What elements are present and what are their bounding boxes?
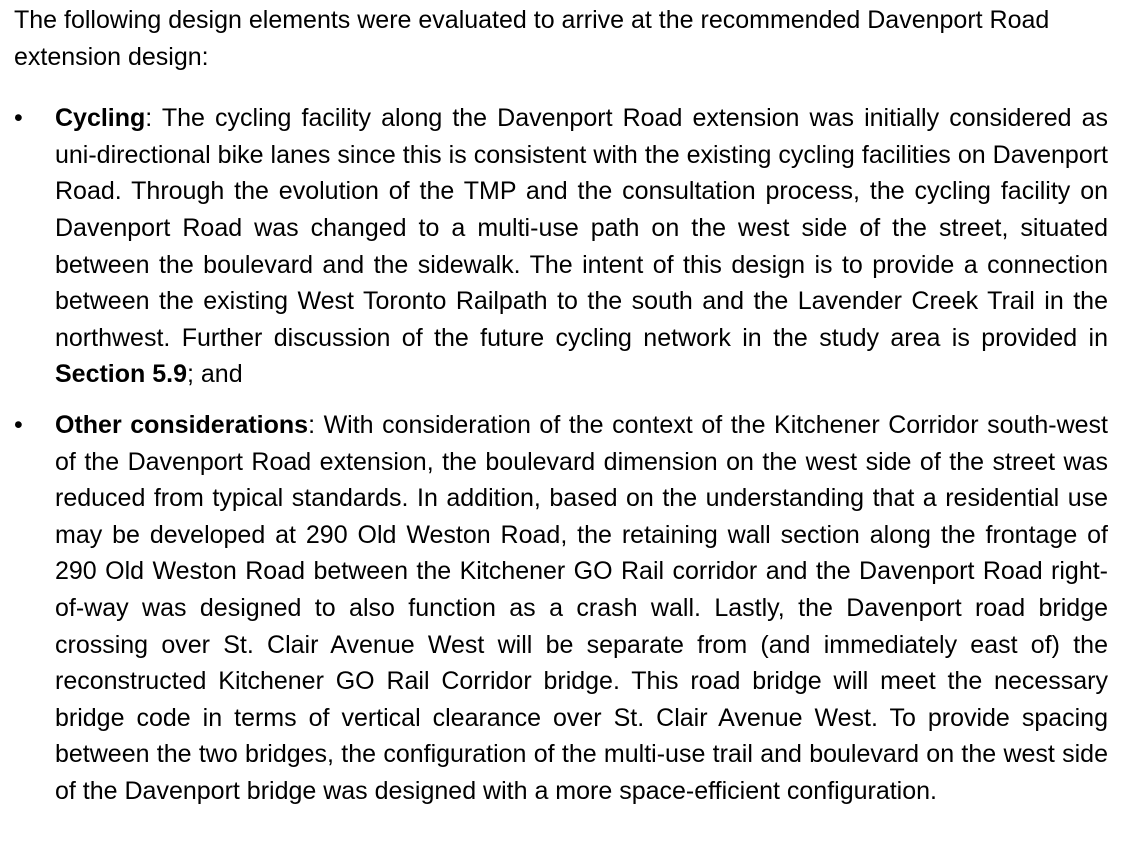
bullet-text-other-considerations: : With consideration of the context of the Kitchener Corridor south-west of the Davenport Road extension, the boulevard dimension on the west side of the street was reduced from typical standards. In addition, based on the understanding that a residential use may be developed at 290 Old Weston Road, the retaining wall section along the frontage of 290 Old Weston Road between the Kitchener GO Rail corridor and the Davenport Road right-of-way was designed to also function as a crash wall. Lastly, the Davenport road bridge crossing over St. Clair Avenue West will be separate from (and immediately east of) the reconstructed Kitchener GO Rail Corridor bridge. This road bridge will meet the necessary bridge code in terms of vertical clearance over St. Clair Avenue West. To provide spacing between the two bridges, the configuration of the multi-use trail and boulevard on the west side of the Davenport bridge was designed with a more space-efficient configuration. <box>55 410 1108 805</box>
bullet-text-cycling: : The cycling facility along the Davenport Road extension was initially considered as uni-directional bike lanes since this is consistent with the existing cycling facilities on Davenport Road. Through the evolution of the TMP and the consultation process, the cycling facility on Davenport Road was changed to a multi-use path on the west side of the street, situated between the boulevard and the sidewalk. The intent of this design is to provide a connection between the existing West Toronto Railpath to the south and the Lavender Creek Trail in the northwest. Further discussion of the future cycling network in the study area is provided in <box>55 104 1108 352</box>
bullet-item-cycling <box>14 100 1108 393</box>
bullet-text-cycling-end: ; and <box>187 360 243 389</box>
intro-paragraph: The following design elements were evaluated to arrive at the recommended Davenport Road extension design: <box>14 6 1050 71</box>
bullet-marker: • <box>14 410 23 439</box>
bullet-term-other-considerations: Other considerations <box>55 410 309 439</box>
bullet-item-other-considerations <box>14 407 1108 810</box>
document-page <box>14 2 1108 823</box>
design-elements-list <box>14 100 1108 809</box>
bullet-marker: • <box>14 104 23 133</box>
section-reference: Section 5.9 <box>55 360 187 389</box>
bullet-term-cycling: Cycling <box>55 104 146 133</box>
